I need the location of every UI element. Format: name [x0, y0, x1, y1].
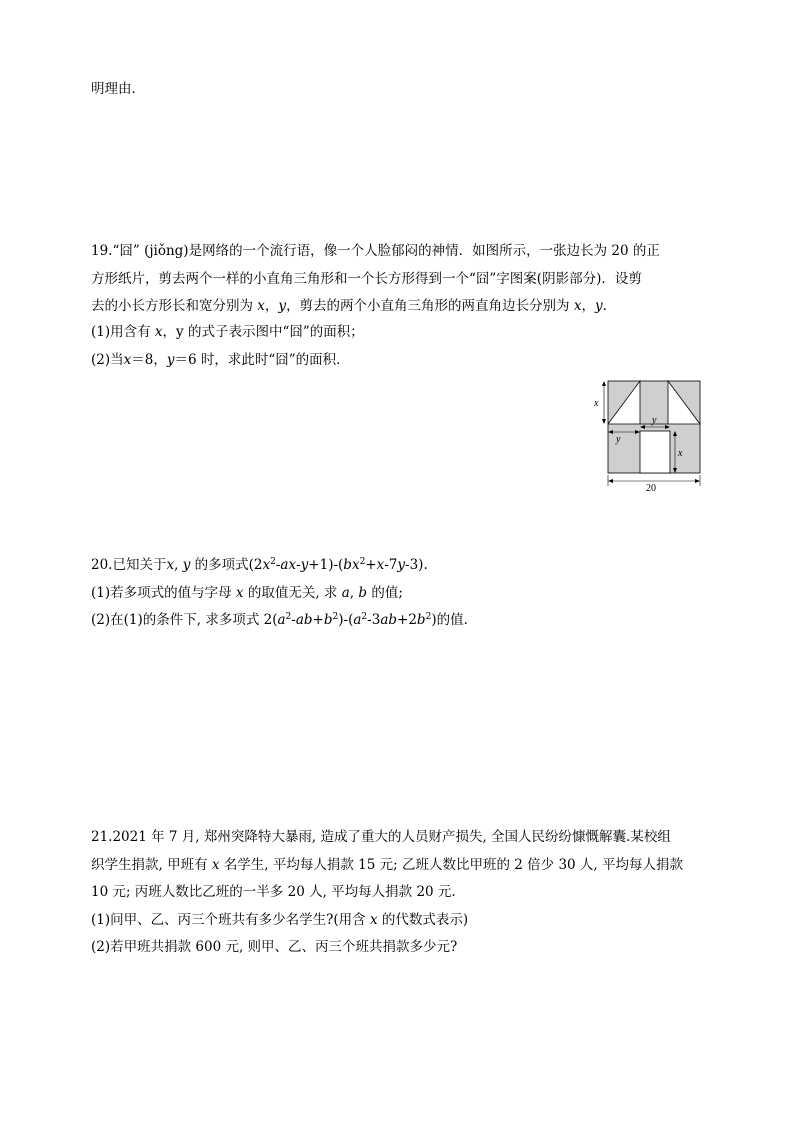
jiong-figure [588, 376, 706, 492]
q19-line-1: 19.“囧” (jiǒng)是网络的一个流行语，像一个人脸郁闷的神情．如图所示，一张边长为 20 的正 [91, 243, 660, 259]
q21-part-1: (1)问甲、乙、丙三个班共有多少名学生?(用含 x 的代数式表示) [91, 912, 469, 928]
q21-line-1: 21.2021 年 7 月, 郑州突降特大暴雨, 造成了重大的人员财产损失, 全国人民纷纷慷慨解囊.某校组 [91, 829, 671, 845]
cut-rectangle [640, 431, 670, 473]
q19-part-2: (2)当x＝8，y＝6 时，求此时“囧”的面积． [91, 352, 350, 368]
q20-part-2: (2)在(1)的条件下, 求多项式 $2(a^2-ab+b^2)-(a^2-3ab+2b^2)$的值. [91, 612, 468, 628]
q21-line-3: 10 元; 丙班人数比乙班的一半多 20 人, 平均每人捐款 20 元. [91, 884, 456, 900]
q20-line-1: 20.已知关于x, y 的多项式$(2x^2-ax-y+1)-(bx^2+x-7y-3)$. [91, 557, 428, 573]
q19-line-2: 方形纸片，剪去两个一样的小直角三角形和一个长方形得到一个“囧”字图案(阴影部分)．设剪 [91, 271, 642, 287]
q20-part-1: (1)若多项式的值与字母 x 的取值无关, 求 a, b 的值; [91, 585, 403, 601]
q21-line-2: 织学生捐款, 甲班有 x 名学生, 平均每人捐款 15 元; 乙班人数比甲班的 2 倍少 30 人, 平均每人捐款 [91, 857, 684, 873]
label-x-right: x [678, 448, 683, 459]
label-side-20: 20 [646, 483, 656, 492]
label-y-left: y [616, 434, 621, 445]
q19-part-1: (1)用含有 x，y 的式子表示图中“囧”的面积； [91, 324, 364, 340]
label-x-left: x [594, 398, 599, 409]
q19-line-3: 去的小长方形长和宽分别为 x，y，剪去的两个小直角三角形的两直角边长分别为 x，y. [91, 298, 607, 314]
continuation-text: 明理由． [91, 81, 145, 97]
label-y-top: y [652, 415, 657, 426]
q21-part-2: (2)若甲班共捐款 600 元, 则甲、乙、丙三个班共捐款多少元? [91, 939, 458, 955]
